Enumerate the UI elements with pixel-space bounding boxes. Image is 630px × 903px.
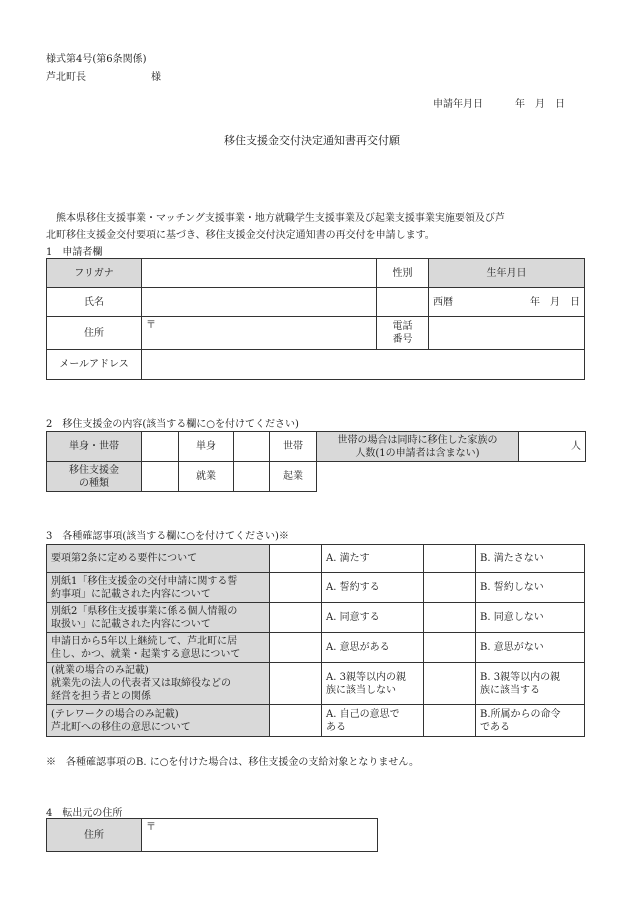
confirmation-item-line: (テレワークの場合のみ記載) — [51, 708, 179, 720]
confirmation-row — [47, 603, 585, 633]
phone-field[interactable] — [429, 317, 585, 350]
postal-mark: 〒 — [146, 320, 156, 331]
option-a-label — [322, 663, 424, 705]
option-a-label-line: A. 満たす — [326, 553, 370, 564]
single-label: 単身 — [179, 432, 234, 462]
furigana-field[interactable] — [142, 259, 377, 288]
household-note — [317, 432, 519, 462]
option-a-label-line: A. 意思がある — [326, 642, 390, 653]
confirmation-item — [47, 573, 270, 603]
furigana-label: フリガナ — [47, 259, 142, 288]
name-label: 氏名 — [47, 288, 142, 317]
startup-check[interactable] — [234, 462, 270, 492]
birthdate-label: 生年月日 — [429, 259, 585, 288]
option-a-label — [322, 633, 424, 663]
household-note-line1: 世帯の場合は同時に移住した家族の — [337, 434, 498, 446]
employment-label: 就業 — [179, 462, 234, 492]
email-field[interactable] — [142, 350, 585, 380]
previous-postal-mark: 〒 — [146, 822, 156, 833]
confirmation-item — [47, 705, 270, 737]
previous-address-label: 住所 — [47, 819, 142, 852]
option-a-label-line: A. 誓約する — [326, 582, 380, 593]
option-a-check[interactable] — [270, 545, 322, 573]
option-b-check[interactable] — [424, 545, 476, 573]
era-label: 西暦 — [433, 296, 453, 308]
birth-date-units: 年 月 日 — [530, 296, 580, 308]
applicant-table — [46, 258, 585, 380]
form-number: 様式第4号(第6条関係) — [46, 54, 147, 65]
confirmation-row — [47, 573, 585, 603]
confirmation-row — [47, 633, 585, 663]
confirmation-item — [47, 603, 270, 633]
subsidy-type-label — [47, 462, 142, 492]
confirmation-item-line: 芦北町への移住の意思について — [51, 721, 191, 733]
confirmation-row — [47, 663, 585, 705]
birthdate-field[interactable] — [429, 288, 585, 317]
section3-heading: 3 各種確認事項(該当する欄に○を付けてください)※ — [46, 531, 289, 542]
confirmation-item-line: 約事項」に記載された内容について — [51, 588, 211, 600]
option-a-label — [322, 545, 424, 573]
confirmation-row — [47, 705, 585, 737]
employment-check[interactable] — [142, 462, 179, 492]
option-a-label — [322, 603, 424, 633]
option-a-label-line: A. 3親等以内の親 — [326, 671, 406, 683]
address-label: 住所 — [47, 317, 142, 350]
confirmation-item-line: 申請日から5年以上継続して、芦北町に居 — [51, 635, 238, 647]
option-a-check[interactable] — [270, 663, 322, 705]
confirmation-row — [47, 545, 585, 573]
application-date-units: 年 月 日 — [515, 99, 565, 110]
option-b-label — [476, 705, 585, 737]
confirmation-table — [46, 544, 585, 737]
option-a-check[interactable] — [270, 705, 322, 737]
household-note-line2: 人数(1の申請者は含まない) — [355, 447, 480, 459]
confirmation-item-line: 別紙2「県移住支援事業に係る個人情報の — [51, 605, 238, 617]
email-label: メールアドレス — [47, 350, 142, 380]
confirmation-item-line: 住し、かつ、就業・起業する意思について — [51, 648, 241, 660]
name-field[interactable] — [142, 288, 377, 317]
option-a-label — [322, 573, 424, 603]
confirmation-item — [47, 633, 270, 663]
subsidy-type-label-line1: 移住支援金 — [69, 464, 119, 476]
addressee: 芦北町長 — [46, 72, 86, 83]
subsidy-content-table — [46, 431, 586, 492]
option-b-label — [476, 545, 585, 573]
addressee-honorific: 様 — [151, 72, 161, 83]
confirmation-item-line: 要項第2条に定める要件について — [51, 553, 198, 564]
option-b-check[interactable] — [424, 603, 476, 633]
startup-label: 起業 — [270, 462, 317, 492]
option-a-label — [322, 705, 424, 737]
option-b-label-line: B. 誓約しない — [480, 582, 544, 593]
section4-heading: 4 転出元の住所 — [46, 808, 123, 819]
household-option-label: 世帯 — [270, 432, 317, 462]
option-a-label-line: ある — [326, 721, 346, 733]
confirmation-note: ※ 各種確認事項のB. に○を付けた場合は、移住支援金の支給対象となりません。 — [46, 757, 420, 768]
option-a-label-line: A. 同意する — [326, 612, 380, 623]
confirmation-item-line: 経営を担う者との関係 — [51, 691, 151, 702]
phone-label-line2: 番号 — [392, 334, 413, 345]
previous-address-table — [46, 818, 378, 852]
option-b-label-line: である — [480, 721, 510, 733]
confirmation-item-line: 取扱い」に記載された内容について — [51, 618, 211, 630]
option-b-label — [476, 633, 585, 663]
household-label: 単身・世帯 — [47, 432, 142, 462]
application-date-label: 申請年月日 — [433, 99, 483, 110]
intro-line-2: 北町移住支援金交付要項に基づき、移住支援金交付決定通知書の再交付を申請します。 — [46, 230, 435, 241]
intro-line-1: 熊本県移住支援事業・マッチング支援事業・地方就職学生支援事業及び起業支援事業実施要領及び芦 — [56, 213, 505, 224]
option-a-label-line: 族に該当しない — [326, 684, 396, 696]
gender-label: 性別 — [377, 259, 429, 288]
option-b-label-line: B. 意思がない — [480, 642, 544, 653]
household-count-field[interactable] — [519, 432, 586, 462]
option-a-label-line: A. 自己の意思で — [326, 708, 400, 720]
option-b-label-line: 族に該当する — [480, 684, 540, 696]
option-a-check[interactable] — [270, 603, 322, 633]
gender-field[interactable] — [377, 288, 429, 317]
option-a-check[interactable] — [270, 573, 322, 603]
page-title: 移住支援金交付決定通知書再交付願 — [224, 134, 400, 147]
option-a-check[interactable] — [270, 633, 322, 663]
phone-label — [377, 317, 429, 350]
address-field[interactable] — [142, 317, 377, 350]
confirmation-item-line: (就業の場合のみ記載) — [51, 665, 149, 676]
option-b-label — [476, 663, 585, 705]
option-b-label-line: B. 同意しない — [480, 612, 544, 623]
section2-heading: 2 移住支援金の内容(該当する欄に○を付けてください) — [46, 419, 299, 430]
previous-address-field[interactable] — [142, 819, 378, 852]
option-b-label-line: B. 満たさない — [480, 553, 544, 564]
confirmation-item-line: 就業先の法人の代表者又は取締役などの — [51, 678, 231, 689]
persons-unit: 人 — [571, 441, 581, 452]
option-b-check[interactable] — [424, 663, 476, 705]
option-b-label-line: B. 3親等以内の親 — [480, 671, 561, 683]
confirmation-item — [47, 545, 270, 573]
single-check[interactable] — [142, 432, 179, 462]
option-b-check[interactable] — [424, 573, 476, 603]
option-b-label — [476, 603, 585, 633]
option-b-label-line: B.所属からの命令 — [480, 708, 561, 720]
subsidy-type-label-line2: の種類 — [79, 477, 109, 489]
section1-heading: 1 申請者欄 — [46, 247, 103, 258]
option-b-check[interactable] — [424, 633, 476, 663]
confirmation-item-line: 別紙1「移住支援金の交付申請に関する誓 — [51, 575, 238, 587]
confirmation-item — [47, 663, 270, 705]
phone-label-line1: 電話 — [392, 321, 413, 332]
option-b-label — [476, 573, 585, 603]
option-b-check[interactable] — [424, 705, 476, 737]
household-check[interactable] — [234, 432, 270, 462]
